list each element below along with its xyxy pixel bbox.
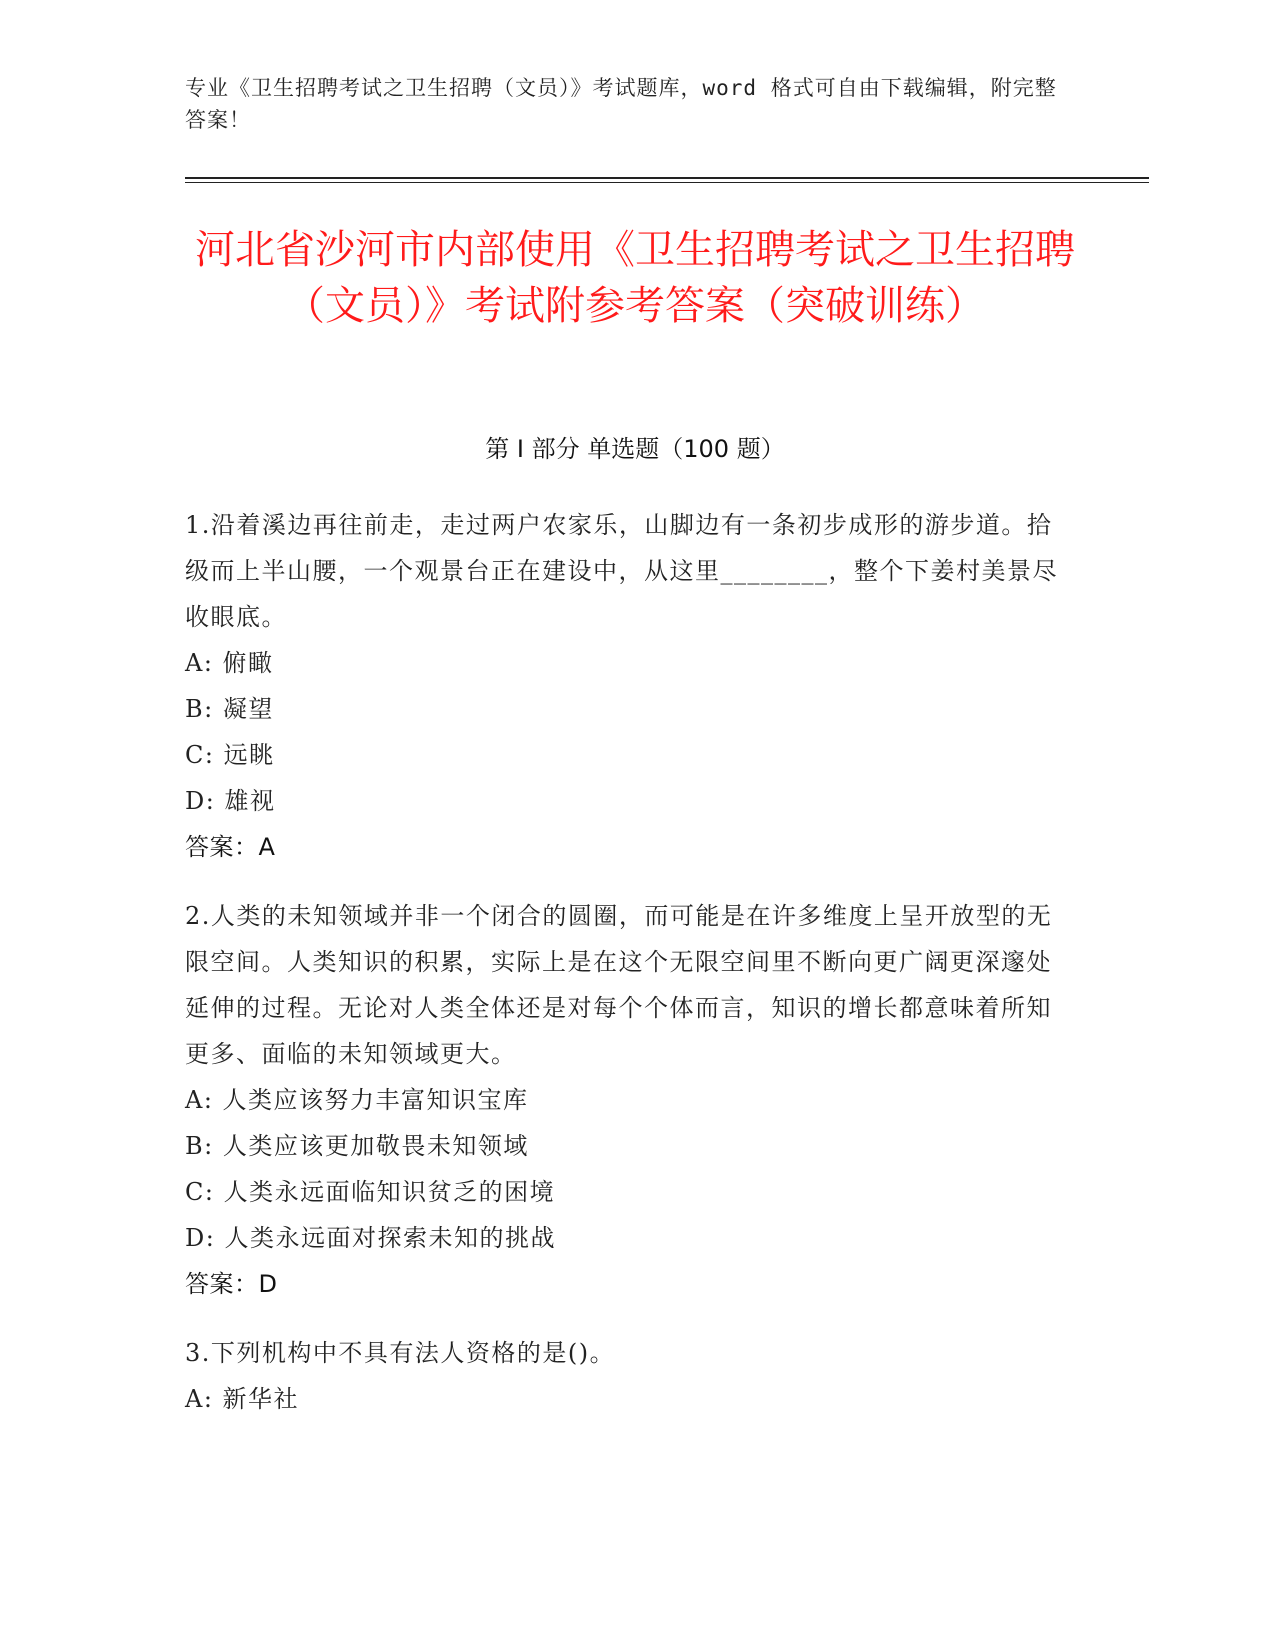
option-c: C: 人类永远面临知识贫乏的困境 (185, 1178, 556, 1206)
question-stem: 1.沿着溪边再往前走，走过两户农家乐，山脚边有一条初步成形的游步道。拾级而上半山腰，一个观景台正在建设中，从这里________，整个下姜村美景尽收眼底。 (185, 511, 1058, 631)
option-d: D: 雄视 (185, 787, 276, 815)
question-1 (185, 502, 1065, 870)
question-2 (185, 893, 1065, 1307)
option-a: A: 俯瞰 (185, 649, 274, 677)
answer: 答案：D (185, 1270, 278, 1298)
option-b: B: 人类应该更加敬畏未知领域 (185, 1132, 529, 1160)
header-divider-thick (185, 177, 1149, 179)
question-stem: 3.下列机构中不具有法人资格的是()。 (185, 1339, 616, 1367)
section-title: 第 I 部分 单选题（100 题） (485, 435, 785, 463)
option-d: D: 人类永远面对探索未知的挑战 (185, 1224, 556, 1252)
option-a: A: 人类应该努力丰富知识宝库 (185, 1086, 529, 1114)
header-divider-thin (185, 182, 1149, 183)
answer: 答案：A (185, 833, 276, 861)
question-stem: 2.人类的未知领域并非一个闭合的圆圈，而可能是在许多维度上呈开放型的无限空间。人类知识的积累，实际上是在这个无限空间里不断向更广阔更深邃处延伸的过程。无论对人类全体还是对每个个体而言，知识的增长都意味着所知更多、面临的未知领域更大。 (185, 902, 1053, 1068)
option-b: B: 凝望 (185, 695, 274, 723)
header-note: 专业《卫生招聘考试之卫生招聘（文员）》考试题库，word 格式可自由下载编辑，附完整答案！ (185, 76, 1057, 132)
option-a: A: 新华社 (185, 1385, 300, 1413)
document-title: 河北省沙河市内部使用《卫生招聘考试之卫生招聘（文员）》考试附参考答案（突破训练） (195, 227, 1075, 329)
question-3 (185, 1330, 1065, 1422)
option-c: C: 远眺 (185, 741, 275, 769)
